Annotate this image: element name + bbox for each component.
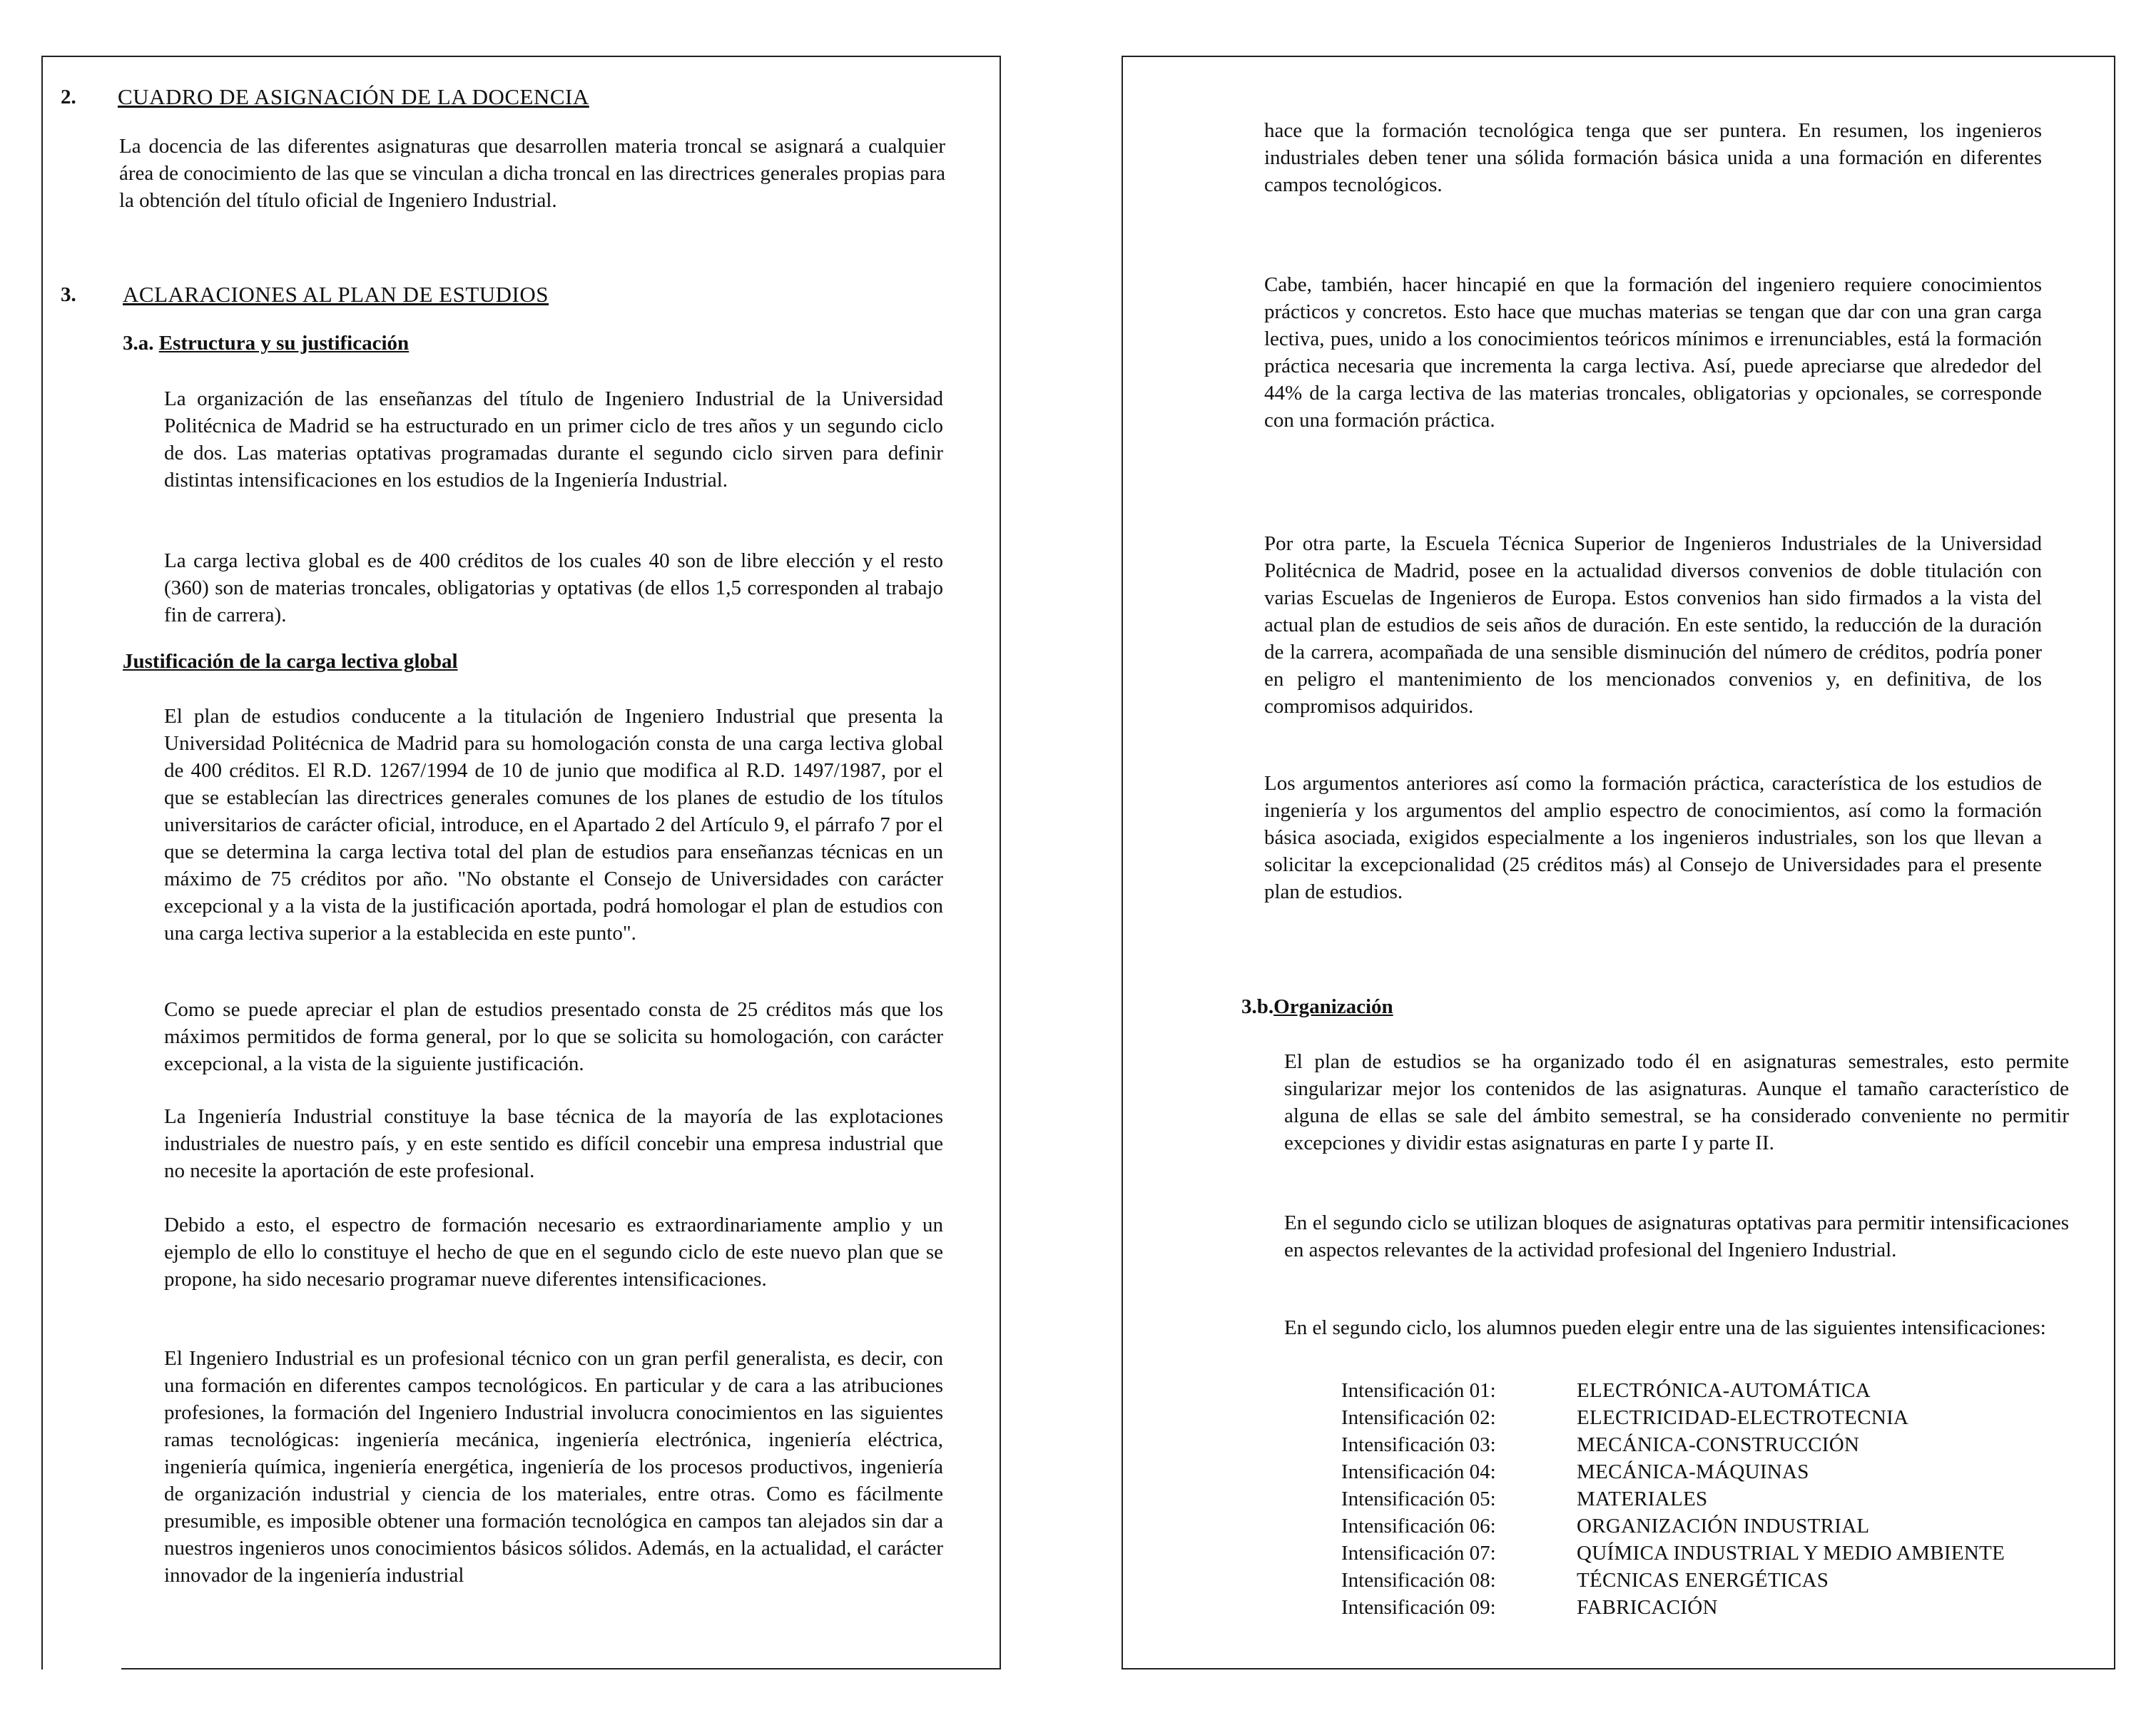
intensificacion-label: Intensificación 04: xyxy=(1341,1460,1496,1483)
paragraph-creditos-mas: Como se puede apreciar el plan de estudios presentado consta de 25 créditos más que los máximos permitidos de forma general, por lo que se solicita su homologación, con carácter excepcional, a la vista de la siguiente justificación. xyxy=(164,998,943,1075)
intensificacion-row xyxy=(1341,1567,2005,1594)
intensificacion-row xyxy=(1341,1513,2005,1540)
intensificacion-row xyxy=(1341,1377,2005,1404)
subsection-3a-number: 3.a. xyxy=(123,332,154,355)
intensificacion-label: Intensificación 08: xyxy=(1341,1569,1496,1592)
paragraph-formacion-puntera: hace que la formación tecnológica tenga que ser puntera. En resumen, los ingenieros industriales deben tener una sólida formación básica unida a una formación en diferentes campos tecnológicos. xyxy=(1264,119,2042,196)
paragraph-convenios-doble-titulacion: Por otra parte, la Escuela Técnica Superior de Ingenieros Industriales de la Universidad Politécnica de Madrid, posee en la actualidad diversos convenios de doble titulación con varias Escuelas de Ingenieros de Europa. Estos convenios han sido firmados a la vista del actual plan de estudios de seis años de duración. En este sentido, la reducción de la duración de la carrera, acompañada de una sensible disminución del número de créditos, podría poner en peligro el mantenimiento de los mencionados convenios y, en definitiva, de los compromisos adquiridos. xyxy=(1264,532,2042,718)
subsection-3b-number: 3.b. xyxy=(1241,995,1274,1018)
intensificacion-label: Intensificación 09: xyxy=(1341,1596,1496,1619)
intensificacion-value: MECÁNICA-MÁQUINAS xyxy=(1577,1460,1809,1483)
intensificacion-row xyxy=(1341,1458,2005,1485)
intensificacion-value: ORGANIZACIÓN INDUSTRIAL xyxy=(1577,1515,1870,1538)
paragraph-conocimientos-practicos: Cabe, también, hacer hincapié en que la formación del ingeniero requiere conocimientos prácticos y concretos. Esto hace que muchas materias se tengan que dar con una gran carga lectiva, pues, unido a los conocimientos teóricos mínimos e irrenunciables, está la formación práctica necesaria que incrementa la carga lectiva. Así, puede apreciarse que alrededor del 44% de la carga lectiva de las materias troncales, obligatorias y opcionales, se corresponde con una formación práctica. xyxy=(1264,273,2042,432)
section-2-number: 2. xyxy=(61,86,76,108)
intensificacion-value: ELECTRÓNICA-AUTOMÁTICA xyxy=(1577,1379,1871,1402)
intensificacion-row xyxy=(1341,1594,2005,1621)
intensificacion-value: MECÁNICA-CONSTRUCCIÓN xyxy=(1577,1433,1860,1456)
intensificacion-value: ELECTRICIDAD-ELECTROTECNIA xyxy=(1577,1406,1909,1429)
paragraph-bloques-optativas: En el segundo ciclo se utilizan bloques de asignaturas optativas para permitir intensificaciones en aspectos relevantes de la actividad profesional del Ingeniero Industrial. xyxy=(1284,1211,2069,1261)
paragraph-perfil-generalista: El Ingeniero Industrial es un profesional técnico con un gran perfil generalista, es decir, con una formación en diferentes campos tecnológicos. En particular y de cara a las atribuciones profesiones, la formación del Ingeniero Industrial involucra conocimientos en las siguientes ramas tecnológicas: ingeniería mecánica, ingeniería electrónica, ingeniería eléctrica, ingeniería química, ingeniería energética, ingeniería de los procesos productivos, ingeniería de organización industrial y ciencia de los materiales, entre otras. Como es fácilmente presumible, es imposible obtener una formación tecnológica en campos tan alejados sin dar a nuestros ingenieros unos conocimientos básicos sólidos. Además, en la actualidad, el carácter innovador de la ingeniería industrial xyxy=(164,1347,943,1587)
section-2-paragraph: La docencia de las diferentes asignaturas que desarrollen materia troncal se asignará a cualquier área de conocimiento de las que se vinculan a dicha troncal en las directrices generales propias para la obtención del título oficial de Ingeniero Industrial. xyxy=(119,135,945,212)
intensificacion-label: Intensificación 07: xyxy=(1341,1542,1496,1565)
subsection-3a-title: Estructura y su justificación xyxy=(158,332,410,355)
intensificacion-value: TÉCNICAS ENERGÉTICAS xyxy=(1577,1569,1829,1592)
paragraph-argumentos-anteriores: Los argumentos anteriores así como la formación práctica, característica de los estudios de ingeniería y los argumentos del amplio espectro de conocimientos, así como la formación básica asociada, exigidos especialmente a los ingenieros industriales, son los que llevan a solicitar la excepcionalidad (25 créditos más) al Consejo de Universidades para el presente plan de estudios. xyxy=(1264,772,2042,903)
paragraph-base-tecnica: La Ingeniería Industrial constituye la base técnica de la mayoría de las explotaciones industriales de nuestro país, y en este sentido es difícil concebir una empresa industrial que no necesite la aportación de este profesional. xyxy=(164,1105,943,1182)
subsection-3b-heading xyxy=(1241,993,1393,1020)
paragraph-plan-estudios: El plan de estudios conducente a la titulación de Ingeniero Industrial que presenta la Universidad Politécnica de Madrid para su homologación consta de una carga lectiva global de 400 créditos. El R.D. 1267/1994 de 10 de junio que modifica al R.D. 1497/1987, por el que se establecían las directrices generales comunes de los planes de estudio de los títulos universitarios de carácter oficial, introduce, en el Apartado 2 del Artículo 9, el párrafo 7 por el que se determina la carga lectiva total del plan de estudios para enseñanzas técnicas en un máximo de 75 créditos por año. "No obstante el Consejo de Universidades con carácter excepcional y a la vista de la justificación aportada, podrá homologar el plan de estudios con una carga lectiva superior a la establecida en este punto". xyxy=(164,705,943,945)
intensificacion-value: FABRICACIÓN xyxy=(1577,1596,1718,1619)
intensificacion-value: MATERIALES xyxy=(1577,1488,1708,1510)
intensificacion-label: Intensificación 06: xyxy=(1341,1515,1496,1538)
intensificaciones-list xyxy=(1341,1377,2005,1621)
intensificacion-label: Intensificación 02: xyxy=(1341,1406,1496,1429)
intensificacion-label: Intensificación 05: xyxy=(1341,1488,1496,1510)
paragraph-carga-lectiva: La carga lectiva global es de 400 créditos de los cuales 40 son de libre elección y el resto (360) son de materias troncales, obligatorias y optativas (de ellos 1,5 corresponden al trabajo fin de carrera). xyxy=(164,549,943,626)
intensificacion-row xyxy=(1341,1431,2005,1458)
section-3-title: ACLARACIONES AL PLAN DE ESTUDIOS xyxy=(123,282,549,307)
subsection-3b-title: Organización xyxy=(1273,995,1393,1018)
section-3-number: 3. xyxy=(61,283,76,306)
intensificacion-row xyxy=(1341,1540,2005,1567)
paragraph-espectro-formacion: Debido a esto, el espectro de formación necesario es extraordinariamente amplio y un ejemplo de ello lo constituye el hecho de que en el segundo ciclo de este nuevo plan que se propone, ha sido necesario programar nueve diferentes intensificaciones. xyxy=(164,1214,943,1291)
justificacion-heading: Justificación de la carga lectiva global xyxy=(123,650,458,673)
paragraph-elegir-intensificacion: En el segundo ciclo, los alumnos pueden elegir entre una de las siguientes intensificaciones: xyxy=(1284,1316,2046,1339)
intensificacion-label: Intensificación 03: xyxy=(1341,1433,1496,1456)
paragraph-asignaturas-semestrales: El plan de estudios se ha organizado todo él en asignaturas semestrales, esto permite singularizar mejor los contenidos de las asignaturas. Aunque el tamaño característico de alguna de ellas se sale del ámbito semestral, se ha considerado conveniente no permitir excepciones y dividir estas asignaturas en parte I y parte II. xyxy=(1284,1050,2069,1154)
paragraph-organizacion-ensenanzas: La organización de las enseñanzas del título de Ingeniero Industrial de la Universidad Politécnica de Madrid se ha estructurado en un primer ciclo de tres años y un segundo ciclo de dos. Las materias optativas programadas durante el segundo ciclo sirven para definir distintas intensificaciones en los estudios de la Ingeniería Industrial. xyxy=(164,387,943,492)
intensificacion-row xyxy=(1341,1404,2005,1431)
intensificacion-label: Intensificación 01: xyxy=(1341,1379,1496,1402)
intensificacion-row xyxy=(1341,1485,2005,1513)
intensificacion-value: QUÍMICA INDUSTRIAL Y MEDIO AMBIENTE xyxy=(1577,1542,2005,1565)
subsection-3a-heading xyxy=(123,330,409,357)
section-2-title: CUADRO DE ASIGNACIÓN DE LA DOCENCIA xyxy=(118,84,589,109)
